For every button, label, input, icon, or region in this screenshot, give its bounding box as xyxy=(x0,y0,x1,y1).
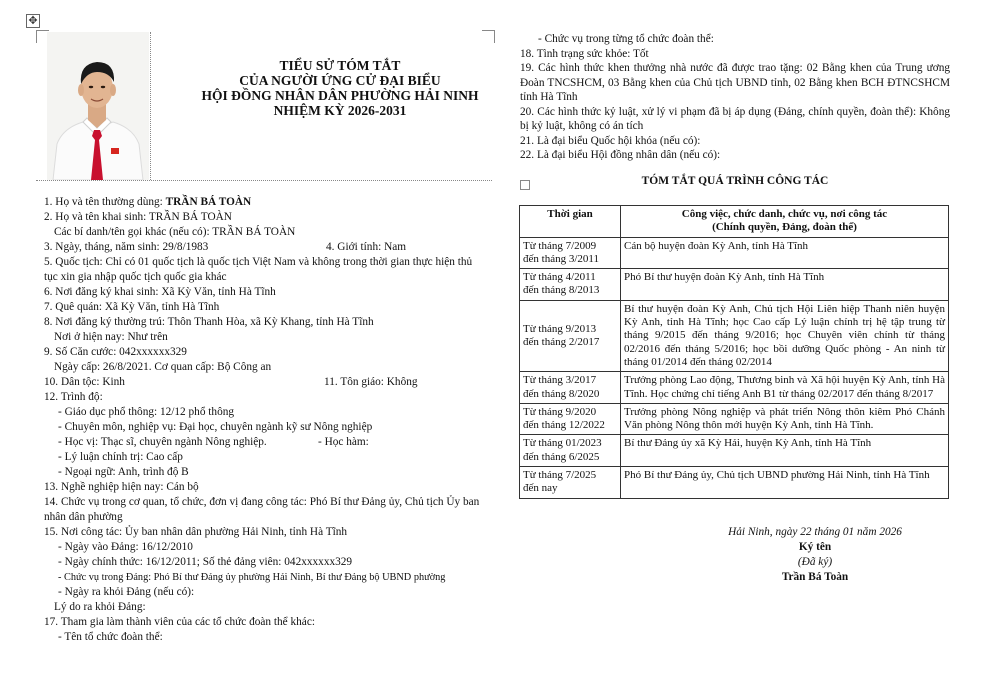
row-time xyxy=(520,372,621,404)
sign-label: Ký tên xyxy=(798,541,832,553)
item-15-join: - Ngày vào Đảng: 16/12/2010 xyxy=(58,541,193,553)
academic-title: - Học hàm: xyxy=(318,436,369,448)
item-15-official: - Ngày chính thức: 16/12/2011; Số thẻ đảng viên: 042xxxxxx329 xyxy=(58,556,353,568)
item-3-4 xyxy=(44,240,484,255)
title-line-3: HỘI ĐỒNG NHÂN DÂN PHƯỜNG HẢI NINH xyxy=(201,88,479,103)
time-to: đến tháng 12/2022 xyxy=(523,419,605,432)
item-21: 21. Là đại biểu Quốc hội khóa (nếu có): xyxy=(520,134,701,147)
time-from: Từ tháng 01/2023 xyxy=(523,437,602,450)
item-12-language: - Ngoại ngữ: Anh, trình độ B xyxy=(58,466,189,478)
item-12-politics: - Lý luận chính trị: Cao cấp xyxy=(58,451,183,463)
portrait-illustration xyxy=(47,32,149,180)
item-17-role: - Chức vụ trong từng tổ chức đoàn thể: xyxy=(538,33,714,45)
item-12-specialty: - Chuyên môn, nghiệp vụ: Đại học, chuyên ngành kỹ sư Nông nghiệp xyxy=(58,421,373,433)
right-column xyxy=(520,32,950,163)
time-from: Từ tháng 3/2017 xyxy=(523,374,597,387)
candidate-photo xyxy=(47,32,149,180)
row-time xyxy=(520,300,621,371)
item-7: 7. Quê quán: Xã Kỳ Văn, tỉnh Hà Tĩnh xyxy=(44,301,220,313)
time-from: Từ tháng 7/2009 xyxy=(523,239,597,252)
item-14: 14. Chức vụ trong cơ quan, tổ chức, đơn vị đang công tác: Phó Bí thư Đảng ủy, Chủ tịch Ủy ban nhân dân phường xyxy=(44,496,480,523)
item-8-current: Nơi ở hiện nay: Như trên xyxy=(54,331,168,343)
item-15-leave: - Ngày ra khỏi Đảng (nếu có): xyxy=(58,586,195,598)
row-time xyxy=(520,435,621,467)
paragraph-checkbox-icon[interactable] xyxy=(520,180,530,190)
signature-block xyxy=(700,525,930,585)
time-to: đến tháng 8/2013 xyxy=(523,284,600,297)
time-to: đến tháng 2/2017 xyxy=(523,336,600,349)
signer-name: Trần Bá Toàn xyxy=(781,571,849,583)
header-time: Thời gian xyxy=(520,206,621,238)
item-1 xyxy=(44,195,484,210)
table-row xyxy=(520,269,949,301)
row-job: Cán bộ huyện đoàn Kỳ Anh, tỉnh Hà Tĩnh xyxy=(621,237,949,269)
header-dotted-divider xyxy=(150,32,151,180)
row-time xyxy=(520,467,621,499)
table-row xyxy=(520,435,949,467)
item-1-label: 1. Họ và tên thường dùng: xyxy=(44,196,166,208)
time-to: đến nay xyxy=(523,482,558,495)
item-9: 9. Số Căn cước: 042xxxxxx329 xyxy=(44,346,187,358)
common-name: TRẦN BÁ TOÀN xyxy=(165,196,252,208)
item-12-general: - Giáo dục phổ thông: 12/12 phổ thông xyxy=(58,406,235,418)
item-15-party-role: - Chức vụ trong Đảng: Phó Bí thư Đảng ủy phường Hải Ninh, Bí thư Đảng bộ UBND phường xyxy=(58,572,446,583)
row-time xyxy=(520,403,621,435)
item-12: 12. Trình độ: xyxy=(44,391,103,403)
row-job: Bí thư huyện đoàn Kỳ Anh, Chủ tịch Hội Liên hiệp Thanh niên huyện Kỳ Anh, tỉnh Hà Tĩnh; học Cao cấp Lý luận chính trị hệ tập trung từ tháng 9/2015 đến tháng 9/2016; học Chuyên viên chính từ tháng 02/2016 đến tháng 5/2016; học bồi dưỡng Quốc phòng - An ninh từ tháng 01/2014 đến tháng 02/2014 xyxy=(621,300,949,371)
time-from: Từ tháng 7/2025 xyxy=(523,469,597,482)
title-line-1: TIỂU SỬ TÓM TẮT xyxy=(279,58,401,73)
row-job: Bí thư Đảng ủy xã Kỳ Hải, huyện Kỳ Anh, tỉnh Hà Tĩnh xyxy=(621,435,949,467)
item-10-11 xyxy=(44,375,484,390)
row-time xyxy=(520,237,621,269)
title-line-2: CỦA NGƯỜI ỨNG CỬ ĐẠI BIỂU xyxy=(239,73,441,88)
item-2: 2. Họ và tên khai sinh: TRẦN BÁ TOÀN xyxy=(44,211,232,223)
row-job: Trưởng phòng Lao động, Thương binh và Xã hội huyện Kỳ Anh, tỉnh Hà Tĩnh. Học chứng chỉ tiếng Anh B1 từ tháng 02/2017 đến tháng 8/2017 xyxy=(621,372,949,404)
header-dotted-line xyxy=(36,180,492,181)
time-from: Từ tháng 9/2020 xyxy=(523,405,597,418)
academic-degree: - Học vị: Thạc sĩ, chuyên ngành Nông nghiệp. xyxy=(58,436,267,448)
time-from: Từ tháng 9/2013 xyxy=(523,322,597,335)
table-row xyxy=(520,467,949,499)
item-20: 20. Các hình thức kỷ luật, xử lý vi phạm đã bị áp dụng (Đảng, chính quyền, đoàn thể): Không bị kỷ luật, không có án tích xyxy=(520,105,950,132)
item-8: 8. Nơi đăng ký thường trú: Thôn Thanh Hòa, xã Kỳ Khang, tỉnh Hà Tĩnh xyxy=(44,316,374,328)
item-12-degree xyxy=(44,435,484,450)
gender: 4. Giới tính: Nam xyxy=(326,241,407,253)
row-job: Phó Bí thư huyện đoàn Kỳ Anh, tỉnh Hà Tĩnh xyxy=(621,269,949,301)
item-13: 13. Nghề nghiệp hiện nay: Cán bộ xyxy=(44,481,199,493)
religion: 11. Tôn giáo: Không xyxy=(324,376,418,388)
document-title xyxy=(190,58,490,118)
ethnicity: 10. Dân tộc: Kinh xyxy=(44,376,125,388)
header-job-main: Công việc, chức danh, chức vụ, nơi công tác xyxy=(681,208,888,220)
place-date: Hải Ninh, ngày 22 tháng 01 năm 2026 xyxy=(728,526,902,538)
time-to: đến tháng 6/2025 xyxy=(523,450,600,463)
item-15: 15. Nơi công tác: Ủy ban nhân dân phường Hải Ninh, tỉnh Hà Tĩnh xyxy=(44,526,348,538)
item-18: 18. Tình trạng sức khỏe: Tốt xyxy=(520,47,649,60)
item-9-issue: Ngày cấp: 26/8/2021. Cơ quan cấp: Bộ Công an xyxy=(54,361,272,373)
time-from: Từ tháng 4/2011 xyxy=(523,271,596,284)
work-history-table xyxy=(519,205,949,499)
item-17-org: - Tên tổ chức đoàn thể: xyxy=(58,631,163,643)
item-6: 6. Nơi đăng ký khai sinh: Xã Kỳ Văn, tỉnh Hà Tĩnh xyxy=(44,286,276,298)
header-job xyxy=(621,206,949,238)
row-time xyxy=(520,269,621,301)
table-row xyxy=(520,403,949,435)
table-row xyxy=(520,237,949,269)
table-header-row xyxy=(520,206,949,238)
item-19: 19. Các hình thức khen thưởng nhà nước đã được trao tặng: 02 Bằng khen của Trung ương Đoàn TNCSHCM, 03 Bằng khen của Chủ tịch UBND tỉnh, 02 Bằng khen BCH ĐTNCSHCM tỉnh Hà Tĩnh xyxy=(520,62,950,103)
item-15-leave-reason: Lý do ra khỏi Đảng: xyxy=(54,601,146,613)
crop-mark-top-right xyxy=(482,30,495,43)
title-line-4: NHIỆM KỲ 2026-2031 xyxy=(273,103,407,118)
birth-date: 3. Ngày, tháng, năm sinh: 29/8/1983 xyxy=(44,241,209,253)
time-to: đến tháng 3/2011 xyxy=(523,252,599,265)
work-history-title: TÓM TẮT QUÁ TRÌNH CÔNG TÁC xyxy=(641,175,829,187)
header-job-sub: (Chính quyền, Đảng, đoàn thể) xyxy=(712,221,857,234)
row-job: Phó Bí thư Đảng ủy, Chủ tịch UBND phường Hải Ninh, tỉnh Hà Tĩnh xyxy=(621,467,949,499)
item-5: 5. Quốc tịch: Chỉ có 01 quốc tịch là quốc tịch Việt Nam và không trong thời gian thực hiện thủ tục xin gia nhập quốc tịch quốc gia khác xyxy=(44,256,473,283)
table-move-handle-icon[interactable]: ✥ xyxy=(26,14,40,28)
item-22: 22. Là đại biểu Hội đồng nhân dân (nếu có): xyxy=(520,149,721,161)
left-column xyxy=(44,195,484,645)
row-job: Trưởng phòng Nông nghiệp và phát triển Nông thôn kiêm Phó Chánh Văn phòng Nông thôn mới huyện Kỳ Anh, tỉnh Hà Tĩnh. xyxy=(621,403,949,435)
item-2-aliases: Các bí danh/tên gọi khác (nếu có): TRẦN BÁ TOÀN xyxy=(54,226,296,238)
time-to: đến tháng 8/2020 xyxy=(523,387,600,400)
table-row xyxy=(520,300,949,371)
table-row xyxy=(520,372,949,404)
signed-note: (Đã ký) xyxy=(797,556,833,568)
item-17: 17. Tham gia làm thành viên của các tổ chức đoàn thể khác: xyxy=(44,616,315,628)
